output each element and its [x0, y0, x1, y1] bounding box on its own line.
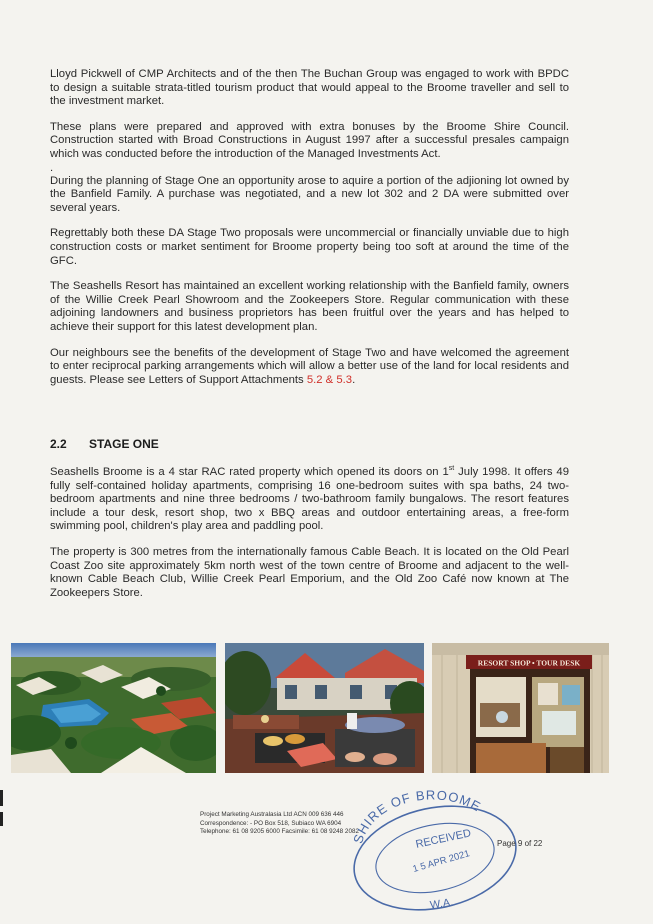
overview-text-b: July 1998. It offers 49 fully self-contained holiday apartments, comprising 16 one-bedroom suites with spa baths, 24 two-bedroom apartments and nine three bedrooms / two-bathroom family bungalows. The resort features include a tour desk, resort shop, two x BBQ areas and outdoor entertaining areas, a free-form swimming pool, children's play area and paddling pool.: [50, 466, 570, 533]
paragraph-location: The property is 300 metres from the internationally famous Cable Beach. It is located on the Old Pearl Coast Zoo site approximately 5km north west of the town centre of Broome and adjacent to the well-known Cable Beach Club, Willie Creek Pearl Emporium, and the Old Zoo Café now known at The Zookeepers Store.: [50, 545, 569, 599]
paragraph-planning: During the planning of Stage One an opportunity arose to aquire a portion of the adjioning lot owned by the Banfield Family. A purchase was negotiated, and a new lot 302 and 2 DA were submitted over several years.: [50, 174, 569, 214]
neighbours-end: .: [352, 373, 356, 386]
resort-shop-photo: [432, 643, 609, 773]
paragraph-relationship: The Seashells Resort has maintained an excellent working relationship with the Banfield family, owners of the Willie Creek Pearl Showroom and the Zookeepers Store. Regular communication with these adjoining landowners and business proprietors has been fruitful over the years and has helped to achieve their support for this latest development plan.: [50, 280, 569, 333]
edge-mark-lower: [0, 812, 3, 826]
stamp-date-text: 1 5 APR 2021: [411, 848, 472, 875]
footer-phone-fax: Telephone: 61 08 9205 6000 Facsimile: 61 08 9248 2082: [200, 828, 359, 835]
stamp-shire-text: SHIRE OF BROOME: [350, 787, 484, 846]
section-title: STAGE ONE: [89, 437, 159, 451]
shop-sign-text: RESORT SHOP • TOUR DESK: [477, 658, 581, 668]
attachment-reference: 5.2 & 5.3: [306, 373, 353, 386]
resort-aerial-photo: [11, 643, 216, 773]
section-number: 2.2: [50, 437, 67, 451]
stage-one-section: [50, 466, 569, 612]
paragraph-property-overview: [50, 466, 569, 534]
bbq-area-photo: [225, 643, 424, 773]
section-heading: [50, 437, 159, 451]
neighbours-text: Our neighbours see the benefits of the development of Stage Two and have welcomed the agreement to enter reciprocal parking arrangements which will allow a better use of the land for local residents and guests. Please see Letters of Support Attachments: [50, 346, 569, 386]
overview-text-a: Seashells Broome is a 4 star RAC rated property which opened its doors on 1: [50, 466, 449, 478]
footer-correspondence: Correspondence: - PO Box 518, Subiaco WA 6904: [200, 819, 342, 827]
stamp-wa-text: W.A.: [429, 896, 454, 912]
stray-dot: .: [50, 161, 54, 174]
intro-section: [50, 68, 569, 399]
paragraph-neighbours: [50, 347, 569, 388]
footer-company: Project Marketing Australasia Ltd ACN 009 636 446: [200, 811, 344, 818]
paragraph-architects: Lloyd Pickwell of CMP Architects and of the then The Buchan Group was engaged to work with BPDC to design a suitable strata-titled tourism product that would appeal to the Broome traveller and sell to the investment market.: [50, 68, 569, 108]
page-number: Page 9 of 22: [497, 839, 543, 848]
ordinal-suffix: st: [448, 465, 455, 473]
stamp-received-text: RECEIVED: [414, 827, 473, 851]
paragraph-regrettably: Regrettably both these DA Stage Two proposals were uncommercial or financially unviable due to high construction costs or market sentiment for Broome property being too soft at around the time of the GFC.: [50, 227, 569, 267]
edge-mark-upper: [0, 790, 3, 806]
paragraph-plans-approved: These plans were prepared and approved with extra bonuses by the Broome Shire Council. Construction started with Broad Constructions in August 1997 after a successful presales campaign which was conducted before the introduction of the Managed Investments Act.: [50, 120, 569, 160]
